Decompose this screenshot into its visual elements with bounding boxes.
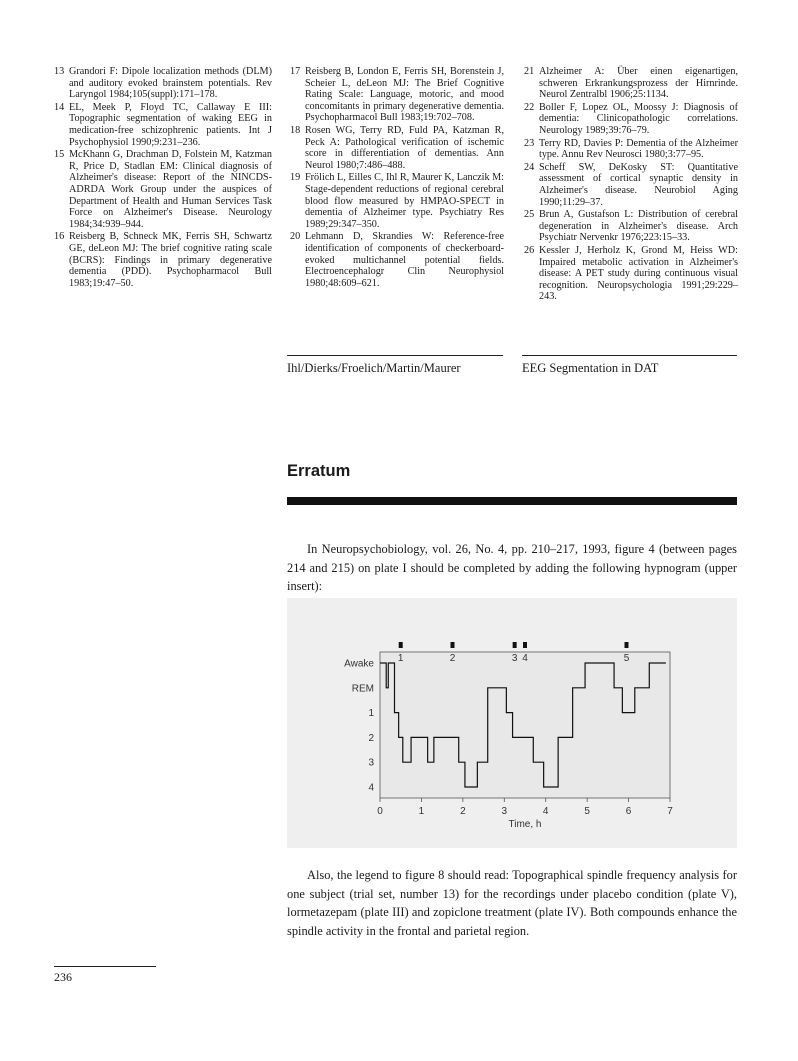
x-tick-label: 5: [584, 806, 590, 817]
event-marker-label: 5: [623, 653, 630, 664]
event-marker: [625, 642, 629, 648]
reference-number: 25: [524, 209, 535, 221]
reference-number: 24: [524, 161, 535, 173]
reference-item: [524, 245, 738, 303]
reference-item: [524, 102, 738, 137]
reference-text: Terry RD, Davies P: Dementia of the Alzheimer type. Annu Rev Neurosci 1980;3:77–95.: [539, 137, 738, 161]
reference-item: [524, 209, 738, 244]
reference-text: Rosen WG, Terry RD, Fuld PA, Katzman R, Peck A: Pathological verification of ischemic score in differentiation of dementias. Ann Neurol 1980;7:486–488.: [305, 124, 504, 171]
x-axis-label: Time, h: [508, 819, 542, 830]
reference-item: [54, 231, 272, 289]
event-marker-label: 2: [449, 653, 456, 664]
reference-text: Grandori F: Dipole localization methods (DLM) and auditory evoked brainstem potentials. Rev Laryngol 1984;105(suppl):171–178.: [69, 66, 272, 101]
reference-item: [524, 66, 738, 101]
reference-number: 19: [290, 172, 301, 184]
x-tick-label: 1: [418, 806, 425, 817]
x-tick-label: 7: [667, 806, 673, 817]
reference-text: Lehmann D, Skrandies W: Reference-free identification of components of checkerboard-evoked multichannel potential fields. Electroencephalogr Clin Neurophysiol 1980;48:609–621.: [305, 231, 504, 289]
reference-item: [54, 66, 272, 101]
plot-frame: [380, 652, 670, 798]
reference-number: 21: [524, 66, 535, 77]
reference-number: 22: [524, 101, 535, 113]
reference-number: 16: [54, 231, 65, 243]
reference-text: Brun A, Gustafson L: Distribution of cerebral degeneration in Alzheimer's disease. Arch Psychiatr Nervenkr 1976;223:15–33.: [539, 209, 738, 244]
plot-area: [380, 652, 670, 798]
reference-number: 14: [54, 101, 65, 113]
reference-item: [54, 149, 272, 230]
y-tick-label: 1: [368, 708, 374, 720]
reference-number: 23: [524, 137, 535, 149]
event-marker-label: 3: [511, 653, 518, 664]
reference-number: 26: [524, 244, 535, 256]
running-head-title: EEG Segmentation in DAT: [522, 361, 659, 375]
erratum-paragraph-1: In Neuropsychobiology, vol. 26, No. 4, pp. 210–217, 1993, figure 4 (between pages 214 and 215) on plate I should be completed by adding the following hypnogram (upper insert):: [287, 542, 737, 593]
x-tick-label: 0: [377, 806, 383, 817]
y-tick-label: REM: [351, 683, 374, 695]
running-head-rule-left: [287, 355, 503, 356]
x-tick-label: 3: [501, 806, 508, 817]
reference-text: Reisberg B, London E, Ferris SH, Borenstein J, Scheier L, deLeon MJ: The Brief Cognitive Rating Scale: Language, motoric, and mood concomitants in primary degenerative dementia. Psychopharmacol Bull 1983;19:702–708.: [305, 66, 504, 124]
reference-number: 17: [290, 66, 301, 77]
event-marker-label: 4: [522, 653, 528, 664]
reference-text: Scheff SW, DeKosky ST: Quantitative assessment of cortical synaptic density in Alzheimer's disease. Neurobiol Aging 1990;11:29–37.: [539, 161, 738, 208]
y-tick-label: 2: [368, 732, 374, 744]
references-column-3: [524, 66, 738, 304]
footer-rule: [54, 966, 156, 967]
references-column-2: [290, 66, 504, 290]
x-tick-label: 6: [625, 806, 632, 817]
reference-text: EL, Meek P, Floyd TC, Callaway E III: Topographic segmentation of waking EEG in medication-free schizophrenic patients. Int J Psychophysiol 1990;9:231–236.: [69, 101, 272, 148]
reference-item: [290, 66, 504, 124]
reference-number: 15: [54, 149, 65, 161]
erratum-paragraph-2: Also, the legend to figure 8 should read: Topographical spindle frequency analysis for one subject (trial set, number 13) for the recordings under placebo condition (plate V), lormetazepam (plate III) and zopiclone treatment (plate IV). Both compounds enhance the spindle activity in the frontal and parietal region.: [287, 868, 737, 938]
reference-number: 20: [290, 231, 301, 243]
x-tick-label: 2: [460, 806, 466, 817]
reference-number: 13: [54, 66, 65, 77]
erratum-rule: [287, 497, 737, 505]
reference-item: [524, 162, 738, 208]
reference-text: Boller F, Lopez OL, Moossy J: Diagnosis of dementia: Clinicopathologic correlations. Neurology 1989;39:76–79.: [539, 101, 738, 136]
y-tick-label: 3: [368, 757, 374, 769]
y-tick-label: Awake: [344, 658, 374, 670]
reference-item: [290, 172, 504, 230]
reference-item: [290, 231, 504, 289]
reference-text: Reisberg B, Schneck MK, Ferris SH, Schwartz GE, deLeon MJ: The brief cognitive rating scale (BCRS): Findings in primary degenerative dementia (PDD). Psychopharmacol Bull 1983;19:47–50.: [69, 231, 272, 289]
hypnogram-figure: [287, 598, 737, 848]
event-marker-label: 1: [397, 653, 404, 664]
reference-item: [524, 138, 738, 161]
event-marker: [399, 642, 403, 648]
event-marker: [451, 642, 455, 648]
reference-number: 18: [290, 124, 301, 136]
x-tick-label: 4: [542, 806, 549, 817]
page-number: 236: [54, 970, 72, 984]
reference-text: McKhann G, Drachman D, Folstein M, Katzman R, Price D, Stadlan EM: Clinical diagnosis of Alzheimer's disease: Report of the NINCDS-ADRDA Work Group under the auspices of Department of Health and Human Services Task Force on Alzheimer's Disease. Neurology 1984;34:939–944.: [69, 149, 272, 230]
reference-text: Frölich L, Eilles C, Ihl R, Maurer K, Lanczik M: Stage-dependent reductions of regional cerebral blood flow measured by HMPAO-SPECT in dementia of Alzheimer type. Psychiatry Res 1989;29:347–350.: [305, 172, 504, 230]
reference-item: [54, 102, 272, 148]
references-column-1: [54, 66, 272, 290]
hypnogram-chart: [287, 598, 737, 848]
reference-text: Alzheimer A: Über einen eigenartigen, schweren Erkrankungsprozess der Hirnrinde. Neurol Zentralbl 1906;25:1134.: [539, 66, 738, 101]
y-tick-label: 4: [368, 782, 374, 794]
running-head-authors: Ihl/Dierks/Froelich/Martin/Maurer: [287, 361, 461, 375]
event-marker: [513, 642, 517, 648]
event-marker: [523, 642, 527, 648]
running-head-rule-right: [522, 355, 737, 356]
reference-item: [290, 125, 504, 171]
reference-text: Kessler J, Herholz K, Grond M, Heiss WD: Impaired metabolic activation in Alzheimer's disease: A PET study during continuous visual recognition. Neuropsychologia 1991;29:229–243.: [539, 244, 738, 303]
erratum-heading: Erratum: [287, 462, 351, 480]
